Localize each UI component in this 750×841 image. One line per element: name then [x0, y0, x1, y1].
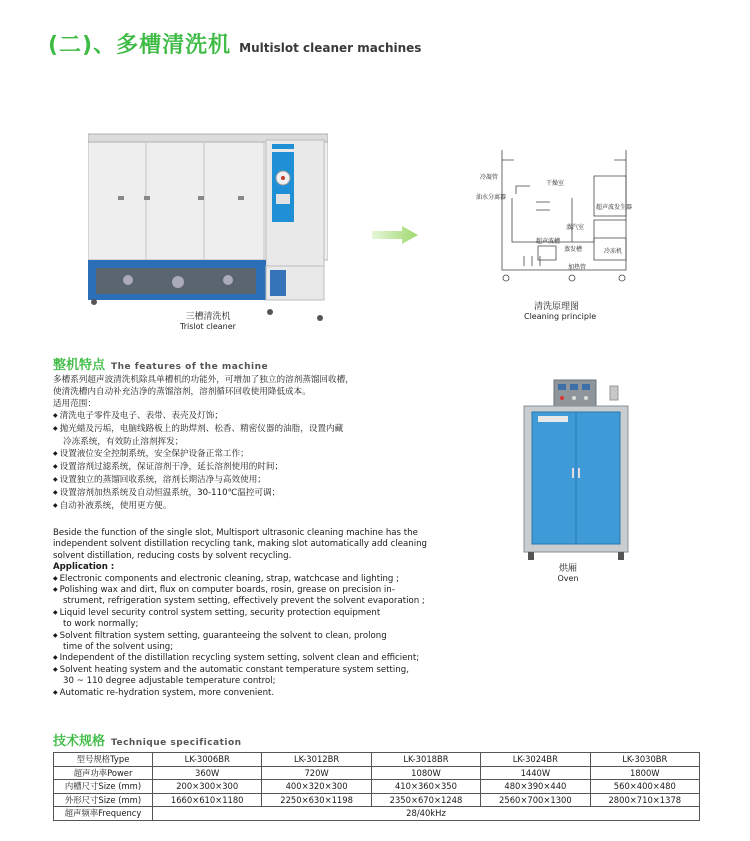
machine-caption: [168, 312, 248, 332]
oven-caption-cn: 烘厢: [558, 564, 577, 574]
table-cell: 型号规格Type: [54, 753, 153, 767]
en-bullet: ◆ Solvent filtration system setting, guaranteeing the solvent to clean, prolong: [53, 631, 427, 642]
oven-caption: [542, 564, 594, 584]
table-cell: 360W: [153, 766, 262, 780]
table-cell: 400×320×300: [262, 780, 371, 794]
features-heading-en: The features of the machine: [111, 362, 269, 372]
en-bullet: ◆ Automatic re-hydration system, more convenient.: [53, 688, 427, 699]
cn-bullet: ◆ 清洗电子零件及电子、表带、表壳及灯饰；: [53, 410, 354, 423]
oven-caption-en: Oven: [557, 574, 579, 583]
table-cell: 1440W: [481, 766, 590, 780]
label-generator: 超声波发生器: [596, 204, 633, 211]
table-row: [54, 807, 700, 821]
table-cell: 外形尺寸Size (mm): [54, 793, 153, 807]
cn-bullet: ◆ 设置溶剂过滤系统，保证溶剂干净，延长溶剂使用的时间；: [53, 461, 354, 474]
cn-bullet-cont: 冷冻系统，有效防止溶剂挥发；: [63, 437, 184, 447]
cn-bullet: ◆ 抛光蜡及污垢，电脑线路板上的助焊剂、松香、精密仪器的油脂，设置内藏: [53, 423, 354, 436]
en-bullet-cont: to work normally;: [63, 619, 139, 630]
en-bullet: ◆ Polishing wax and dirt, flux on computer boards, rosin, grease on precision in-: [53, 585, 427, 596]
en-line: independent solvent distillation recycling tank, making slot automatically add cleaning: [53, 539, 427, 550]
cn-bullet: ◆ 设置独立的蒸馏回收系统，溶剂长期洁净与高效使用；: [53, 474, 354, 487]
table-cell: 超声功率Power: [54, 766, 153, 780]
table-cell: 2350×670×1248: [371, 793, 480, 807]
table-cell: LK-3024BR: [481, 753, 590, 767]
label-condenser: 冷凝管: [480, 174, 499, 181]
table-cell: 2250×630×1198: [262, 793, 371, 807]
table-cell: 1080W: [371, 766, 480, 780]
table-cell: 1660×610×1180: [153, 793, 262, 807]
cn-bullet: ◆ 设置溶剂加热系统及自动恒温系统，30-110℃温控可调；: [53, 487, 354, 500]
en-bullet-cont: time of the solvent using;: [63, 642, 174, 653]
features-heading: [53, 354, 268, 373]
table-row: [54, 766, 700, 780]
trislot-cleaner-image: [88, 130, 328, 325]
table-cell: 560×400×480: [590, 780, 699, 794]
en-bullet: ◆ Electronic components and electronic cleaning, strap, watchcase and lighting ;: [53, 574, 427, 585]
table-cell: 内槽尺寸Size (mm): [54, 780, 153, 794]
diagram-caption-cn: 清洗原理图: [534, 302, 580, 312]
table-cell: LK-3006BR: [153, 753, 262, 767]
oven-image: [520, 378, 632, 564]
table-cell: 200×300×300: [153, 780, 262, 794]
table-row: [54, 780, 700, 794]
table-cell: 720W: [262, 766, 371, 780]
diagram-caption: [520, 302, 610, 322]
label-vapor-tank: 蒸发槽: [564, 246, 583, 253]
title-en: Multislot cleaner machines: [239, 41, 422, 55]
table-row: [54, 793, 700, 807]
en-line: solvent distillation, reducing costs by solvent recycling.: [53, 550, 292, 561]
table-cell: 2800×710×1378: [590, 793, 699, 807]
spec-heading: [53, 730, 242, 749]
cleaning-principle-diagram: [476, 142, 644, 302]
en-bullet: ◆ Independent of the distillation recycling system setting, solvent clean and efficient;: [53, 653, 427, 664]
en-bullet: ◆ Liquid level security control system setting, security protection equipment: [53, 608, 427, 619]
label-vapor-room: 蒸汽室: [566, 224, 585, 231]
label-separator: 油水分离器: [476, 194, 507, 201]
features-cn-text: [53, 374, 354, 513]
table-cell: 480×390×440: [481, 780, 590, 794]
machine-caption-en: Trislot cleaner: [180, 322, 236, 331]
page-title: [48, 28, 421, 59]
label-heater: 加热管: [568, 264, 587, 271]
cn-line: 使清洗槽内自动补充洁净的蒸馏溶剂，溶剂循环回收使用降低成本。: [53, 387, 311, 397]
features-en-text: [53, 528, 427, 699]
features-heading-cn: 整机特点: [53, 358, 106, 373]
label-dry-room: 干燥室: [546, 180, 565, 187]
cn-line: 多槽系列超声波清洗机除具单槽机的功能外，可增加了独立的溶剂蒸馏回收槽，: [53, 375, 354, 385]
label-chiller: 冷冻机: [604, 248, 623, 255]
arrow-right-icon: [372, 226, 418, 244]
table-row: [54, 753, 700, 767]
table-cell: 2560×700×1300: [481, 793, 590, 807]
spec-heading-en: Technique specification: [111, 738, 242, 748]
en-line: Beside the function of the single slot, Multisport ultrasonic cleaning machine has the: [53, 528, 418, 538]
cn-bullet: ◆ 设置液位安全控制系统，安全保护设备正常工作；: [53, 448, 354, 461]
application-label: Application :: [53, 562, 115, 573]
en-bullet-cont: strument, refrigeration system setting, effectively prevent the solvent evaporation ;: [63, 596, 425, 607]
table-cell: LK-3030BR: [590, 753, 699, 767]
title-cn: (二)、多槽清洗机: [48, 33, 232, 58]
en-bullet-cont: 30 ~ 110 degree adjustable temperature control;: [63, 676, 276, 687]
table-cell: 超声频率Frequency: [54, 807, 153, 821]
diagram-caption-en: Cleaning principle: [524, 312, 597, 321]
machine-caption-cn: 三槽清洗机: [185, 312, 231, 322]
cn-line: 适用范围：: [53, 399, 96, 409]
cn-bullet: ◆ 自动补液系统，使用更方便。: [53, 500, 354, 513]
table-cell: 28/40kHz: [153, 807, 700, 821]
table-cell: 410×360×350: [371, 780, 480, 794]
spec-heading-cn: 技术规格: [53, 734, 106, 749]
label-us-tank: 超声波槽: [536, 238, 561, 245]
table-cell: 1800W: [590, 766, 699, 780]
spec-table: [53, 752, 700, 821]
table-cell: LK-3018BR: [371, 753, 480, 767]
table-cell: LK-3012BR: [262, 753, 371, 767]
en-bullet: ◆ Solvent heating system and the automatic constant temperature system setting,: [53, 665, 427, 676]
